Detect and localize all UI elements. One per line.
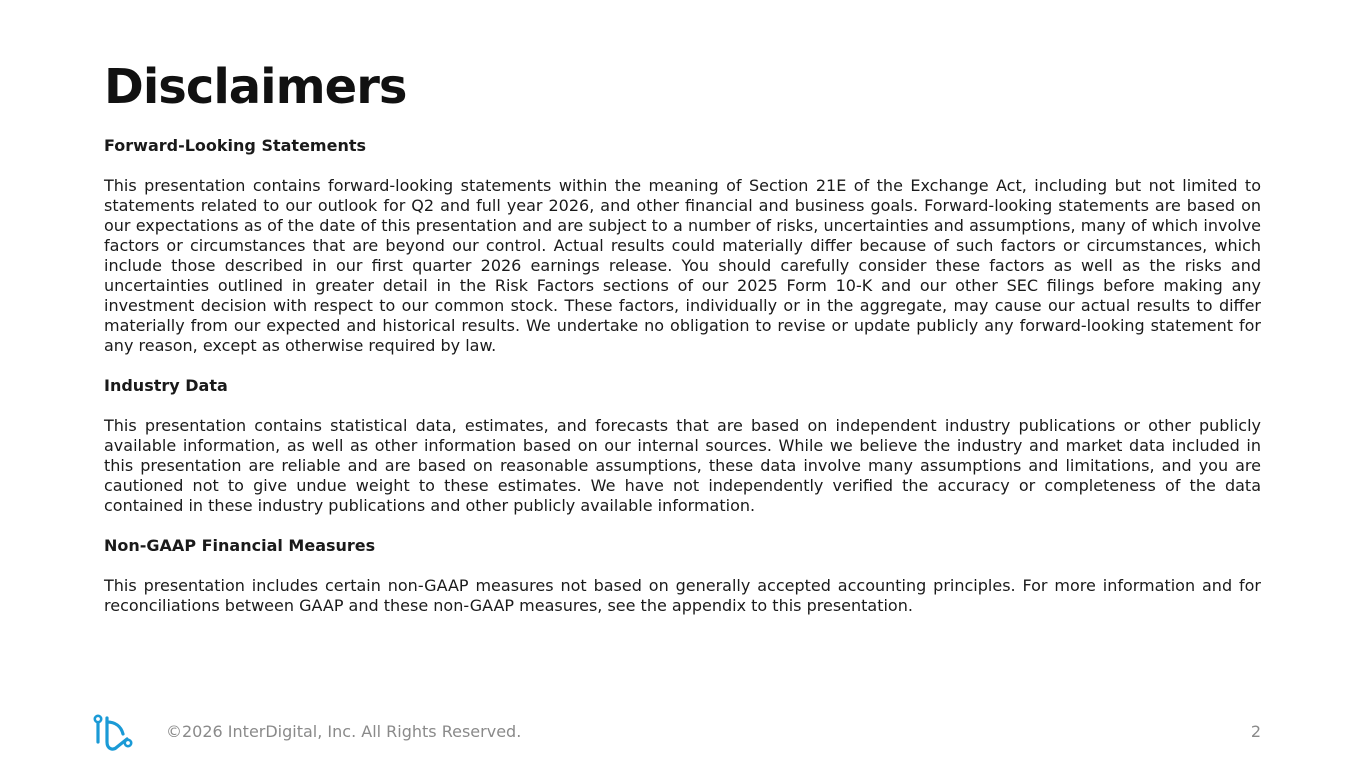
disclaimer-content bbox=[104, 136, 1261, 636]
section-forward-looking bbox=[104, 136, 1261, 356]
section-paragraph: This presentation includes certain non-GAAP measures not based on generally accepted accounting principles. For more information and for reconciliations between GAAP and these non-GAAP measures, see the appendix to this presentation. bbox=[104, 576, 1261, 615]
section-paragraph: This presentation contains forward-looking statements within the meaning of Section 21E of the Exchange Act, including but not limited to statements related to our outlook for Q2 and full year 2026, and other financial and business goals. Forward-looking statements are based on our expectations as of the date of this presentation and are subject to a number of risks, uncertainties and assumptions, many of which involve factors or circumstances that are beyond our control. Actual results could materially differ because of such factors or circumstances, which include those described in our first quarter 2026 earnings release. You should carefully consider these factors as well as the risks and uncertainties outlined in greater detail in the Risk Factors sections of our 2025 Form 10-K and our other SEC filings before making any investment decision with respect to our common stock. These factors, individually or in the aggregate, may cause our actual results to differ materially from our expected and historical results. We undertake no obligation to revise or update publicly any forward-looking statement for any reason, except as otherwise required by law. bbox=[104, 176, 1261, 355]
footer bbox=[0, 712, 1365, 752]
page-title: Disclaimers bbox=[104, 59, 407, 115]
copyright-text: ©2026 InterDigital, Inc. All Rights Reserved. bbox=[166, 722, 522, 741]
interdigital-logo-icon bbox=[93, 714, 135, 754]
section-non-gaap bbox=[104, 536, 1261, 616]
page-number: 2 bbox=[1250, 722, 1261, 741]
section-industry-data bbox=[104, 376, 1261, 516]
section-heading: Non-GAAP Financial Measures bbox=[104, 536, 376, 555]
section-heading: Forward-Looking Statements bbox=[104, 136, 366, 155]
section-paragraph: This presentation contains statistical data, estimates, and forecasts that are based on independent industry publications or other publicly available information, as well as other information based on our internal sources. While we believe the industry and market data included in this presentation are reliable and are based on reasonable assumptions, these data involve many assumptions and limitations, and you are cautioned not to give undue weight to these estimates. We have not independently verified the accuracy or completeness of the data contained in these industry publications and other publicly available information. bbox=[104, 416, 1261, 515]
section-heading: Industry Data bbox=[104, 376, 228, 395]
